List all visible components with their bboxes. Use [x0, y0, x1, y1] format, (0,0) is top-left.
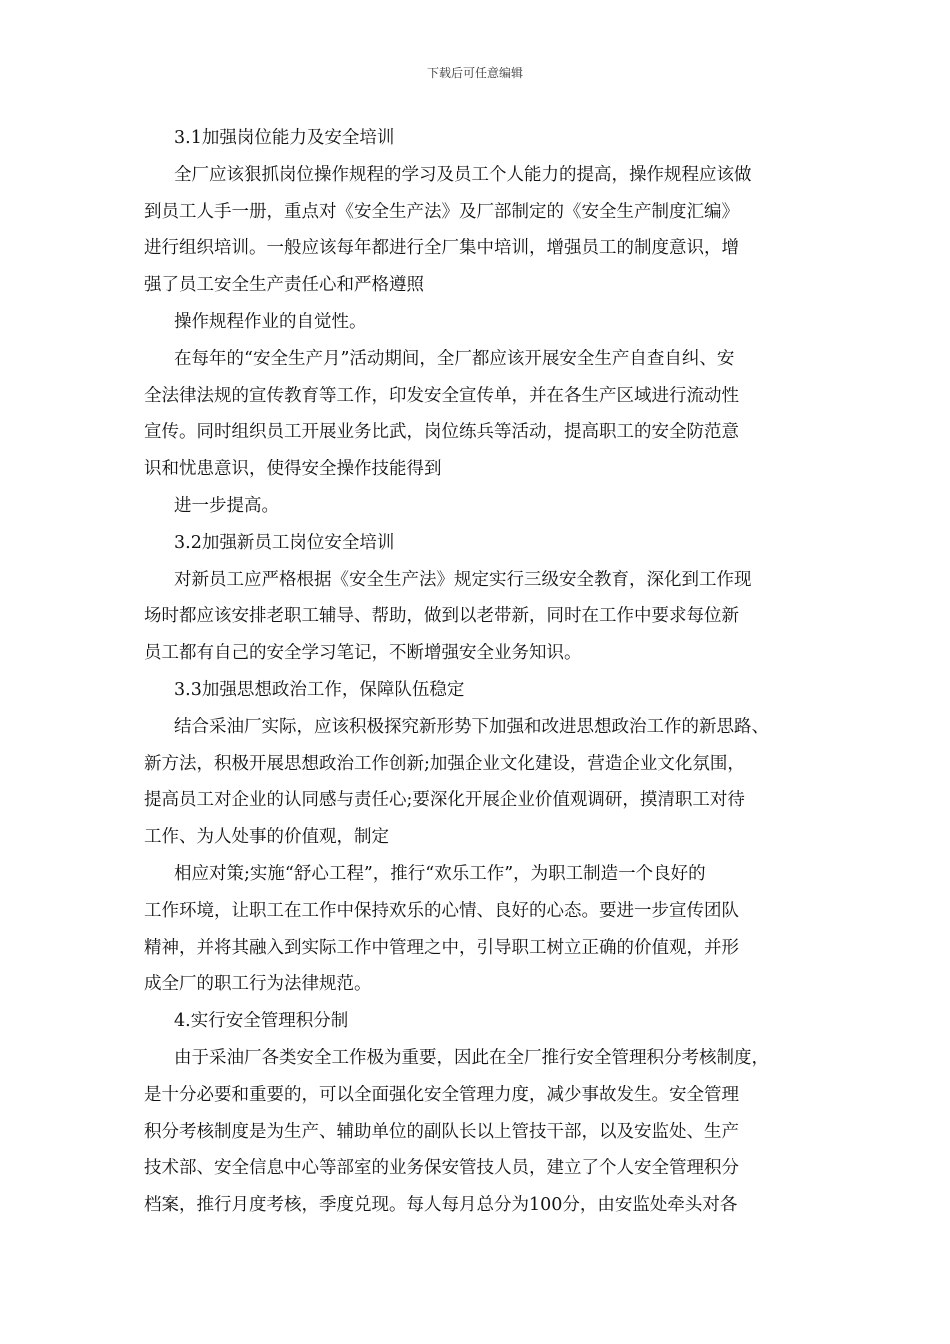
- paragraph-line: 宣传。同时组织员工开展业务比武，岗位练兵等活动，提高职工的安全防范意: [144, 422, 739, 443]
- paragraph-line: 全厂应该狠抓岗位操作规程的学习及员工个人能力的提高，操作规程应该做: [174, 164, 752, 185]
- paragraph-line: 在每年的“安全生产月”活动期间，全厂都应该开展安全生产自查自纠、安: [174, 348, 735, 369]
- paragraph-line: 工作环境，让职工在工作中保持欢乐的心情、良好的心态。要进一步宣传团队: [144, 900, 739, 921]
- paragraph-line: 成全厂的职工行为法律规范。: [144, 974, 372, 995]
- section-heading: 4.实行安全管理积分制: [174, 1011, 349, 1032]
- paragraph-line: 结合采油厂实际，应该积极探究新形势下加强和改进思想政治工作的新思路、: [174, 716, 769, 737]
- paragraph-line: 精神，并将其融入到实际工作中管理之中，引导职工树立正确的价值观，并形: [144, 937, 739, 958]
- paragraph-line: 新方法，积极开展思想政治工作创新;加强企业文化建设，营造企业文化氛围，: [144, 753, 745, 774]
- document-body: [144, 120, 808, 1224]
- section-heading: 3.3加强思想政治工作，保障队伍稳定: [174, 679, 465, 700]
- paragraph-line: 是十分必要和重要的，可以全面强化安全管理力度，减少事故发生。安全管理: [144, 1084, 739, 1105]
- paragraph-line: 由于采油厂各类安全工作极为重要，因此在全厂推行安全管理积分考核制度，: [174, 1047, 769, 1068]
- paragraph-line: 强了员工安全生产责任心和严格遵照: [144, 275, 424, 296]
- paragraph-line: 到员工人手一册，重点对《安全生产法》及厂部制定的《安全生产制度汇编》: [144, 201, 739, 222]
- paragraph-line: 操作规程作业的自觉性。: [174, 311, 367, 332]
- paragraph-line: 进一步提高。: [174, 495, 279, 516]
- paragraph-line: 对新员工应严格根据《安全生产法》规定实行三级安全教育，深化到工作现: [174, 569, 752, 590]
- paragraph-line: 积分考核制度是为生产、辅助单位的副队长以上管技干部，以及安监处、生产: [144, 1121, 739, 1142]
- paragraph-line: 技术部、安全信息中心等部室的业务保安管技人员，建立了个人安全管理积分: [144, 1158, 739, 1179]
- paragraph-line: 档案，推行月度考核，季度兑现。每人每月总分为100分，由安监处牵头对各: [144, 1195, 738, 1216]
- paragraph-line: 场时都应该安排老职工辅导、帮助，做到以老带新，同时在工作中要求每位新: [144, 606, 739, 627]
- section-heading: 3.2加强新员工岗位安全培训: [174, 532, 395, 553]
- paragraph-line: 工作、为人处事的价值观，制定: [144, 827, 389, 848]
- paragraph-line: 全法律法规的宣传教育等工作，印发安全宣传单，并在各生产区域进行流动性: [144, 385, 739, 406]
- paragraph-line: 相应对策;实施“舒心工程”，推行“欢乐工作”，为职工制造一个良好的: [174, 863, 706, 884]
- paragraph-line: 进行组织培训。一般应该每年都进行全厂集中培训，增强员工的制度意识，增: [144, 238, 739, 259]
- paragraph-line: 员工都有自己的安全学习笔记，不断增强安全业务知识。: [144, 643, 582, 664]
- section-heading: 3.1加强岗位能力及安全培训: [174, 128, 395, 148]
- paragraph-line: 提高员工对企业的认同感与责任心;要深化开展企业价值观调研，摸清职工对待: [144, 790, 745, 811]
- paragraph-line: 识和忧患意识，使得安全操作技能得到: [144, 459, 442, 480]
- page-header: 下载后可任意编辑: [426, 66, 523, 80]
